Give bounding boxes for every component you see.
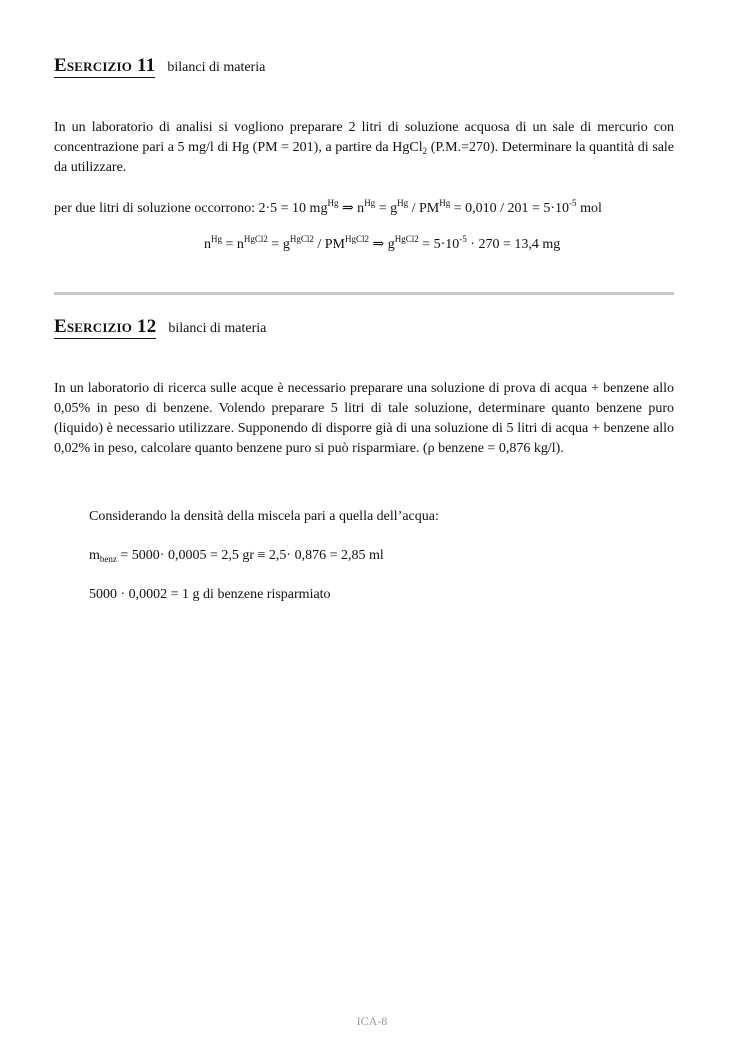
calc-superscript: -5 xyxy=(569,198,577,208)
calc-subscript: benz xyxy=(99,554,117,564)
calc-text: = 0,010 / 201 = 5·10 xyxy=(450,201,570,216)
calc-superscript: Hg xyxy=(211,234,222,244)
exercise-12-heading xyxy=(54,317,266,339)
calc-text: ⇒ g xyxy=(368,237,395,252)
calc-text: = g xyxy=(267,237,290,252)
calc-superscript: HgCl2 xyxy=(394,234,419,244)
calc-superscript: Hg xyxy=(439,198,451,208)
exercise-11-heading xyxy=(54,56,265,78)
calc-text: / PM xyxy=(313,237,345,252)
calc-text: / PM xyxy=(408,201,440,216)
exercise-12-solution-saved: 5000 · 0,0002 = 1 g di benzene risparmiato xyxy=(89,587,331,602)
calc-text: · 270 = 13,4 mg xyxy=(466,237,561,252)
exercise-11-title: Esercizio 11 xyxy=(54,55,156,76)
calc-text: mol xyxy=(576,201,602,216)
calc-superscript: -5 xyxy=(459,234,467,244)
calc-text: n xyxy=(204,237,211,252)
page-number: ICA-8 xyxy=(356,1014,388,1028)
problem-text-part2: (P.M.=270). Determinare la quantità di sale da utilizzare. xyxy=(54,140,675,175)
calc-superscript: Hg xyxy=(364,198,376,208)
exercise-11-calc-line-2 xyxy=(204,236,560,254)
exercise-11-problem xyxy=(54,118,674,178)
calc-text: m xyxy=(89,548,100,563)
section-divider xyxy=(54,292,674,295)
calc-superscript: Hg xyxy=(397,198,409,208)
exercise-12-problem: In un laboratorio di ricerca sulle acque è necessario preparare una soluzione di prova di acqua + benzene allo 0,05% in peso di benzene. Volendo preparare 5 litri di tale soluzione, determinare quanto benzene puro (liquido) è necessario utilizzare. Supponendo di disporre già di una soluzione di 5 litri di acqua + benzene allo 0,02% in peso, calcolare quanto benzene puro si può risparmiare. (ρ benzene = 0,876 kg/l). xyxy=(54,381,674,456)
calc-superscript: HgCl2 xyxy=(243,234,268,244)
exercise-12-title: Esercizio 12 xyxy=(54,316,157,337)
calc-text: = 5000· 0,0005 = 2,5 gr ≡ 2,5· 0,876 = 2,85 ml xyxy=(116,548,384,563)
calc-superscript: HgCl2 xyxy=(289,234,314,244)
calc-superscript: Hg xyxy=(327,198,339,208)
calc-text: = g xyxy=(375,201,398,216)
calc-text: = 5·10 xyxy=(418,237,460,252)
exercise-11-calc-line-1 xyxy=(54,200,602,218)
exercise-12-solution-mass xyxy=(89,547,384,565)
calc-text: = n xyxy=(222,237,244,252)
problem-text-part1: In un laboratorio di analisi si vogliono preparare 2 litri di soluzione acquosa di un sale di mercurio con concentrazione pari a 5 mg/l di Hg (PM = 201), a partire da HgCl xyxy=(54,120,674,155)
calc-text: per due litri di soluzione occorrono: 2·5 = 10 mg xyxy=(54,201,328,216)
problem-subscript: 2 xyxy=(422,146,428,156)
calc-superscript: HgCl2 xyxy=(344,234,369,244)
exercise-12-subtitle: bilanci di materia xyxy=(168,321,267,336)
exercise-12-solution-intro: Considerando la densità della miscela pari a quella dell’acqua: xyxy=(89,509,439,524)
exercise-11-subtitle: bilanci di materia xyxy=(167,60,266,75)
calc-text: ⇒ n xyxy=(338,201,365,216)
